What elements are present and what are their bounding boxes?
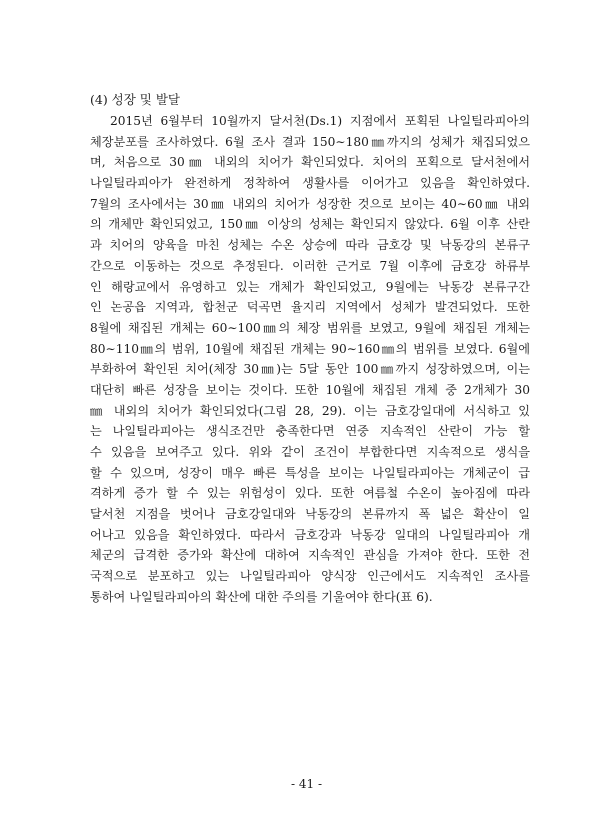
paragraph-line: 대단히 빠른 성장을 보이는 것이다. 또한 10월에 채집된 개체 중 2개체가 30 bbox=[90, 382, 530, 397]
paragraph-line: 체장분포를 조사하였다. 6월 조사 결과 150∼180㎜까지의 성체가 채집되었으 bbox=[90, 134, 530, 149]
paragraph-line: 8월에 채집된 개체는 60∼100㎜의 체장 범위를 보였고, 9월에 채집된 개체는 bbox=[90, 320, 530, 335]
paragraph-line: 국적으로 분포하고 있는 나일틸라피아 양식장 인근에서도 지속적인 조사를 bbox=[90, 569, 530, 584]
page-number: - 41 - bbox=[290, 777, 322, 791]
paragraph-line: 인 해랑교에서 유영하고 있는 개체가 확인되었고, 9월에는 낙동강 본류구간 bbox=[90, 279, 530, 294]
paragraph-line: 격하게 증가 할 수 있는 위험성이 있다. 또한 여름철 수온이 높아짐에 따라 bbox=[90, 486, 530, 501]
section-heading: (4) 성장 및 발달 bbox=[90, 92, 181, 107]
paragraph-line: 수 있음을 보여주고 있다. 위와 같이 조건이 부합한다면 지속적으로 생식을 bbox=[90, 445, 530, 459]
paragraph-line: 의 개체만 확인되었고, 150㎜ 이상의 성체는 확인되지 않았다. 6월 이후 산란 bbox=[90, 217, 530, 232]
paragraph-line: 80∼110㎜의 범위, 10월에 채집된 개체는 90∼160㎜의 범위를 보였다. 6월에 bbox=[90, 341, 530, 356]
body-paragraph bbox=[90, 111, 530, 608]
paragraph-line: ㎜ 내외의 치어가 확인되었다(그림 28, 29). 이는 금호강일대에 서식하고 있 bbox=[90, 403, 530, 418]
paragraph-line: 체군의 급격한 증가와 확산에 대하여 지속적인 관심을 가져야 한다. 또한 전 bbox=[90, 548, 530, 563]
paragraph-line: 7월의 조사에서는 30㎜ 내외의 치어가 성장한 것으로 보이는 40∼60㎜ 내외 bbox=[90, 196, 530, 211]
paragraph-line: 과 치어의 양육을 마친 성체는 수온 상승에 따라 금호강 및 낙동강의 본류구 bbox=[90, 238, 530, 253]
paragraph-line: 어나고 있음을 확인하였다. 따라서 금호강과 낙동강 일대의 나일틸라피아 개 bbox=[90, 527, 530, 542]
paragraph-line: 간으로 이동하는 것으로 추정된다. 이러한 근거로 7월 이후에 금호강 하류부 bbox=[90, 258, 530, 273]
paragraph-line: 며, 처음으로 30㎜ 내외의 치어가 확인되었다. 치어의 포획으로 달서천에서 bbox=[90, 155, 530, 170]
paragraph-line: 2015년 6월부터 10월까지 달서천(Ds.1) 지점에서 포획된 나일틸라피아의 bbox=[110, 114, 530, 128]
paragraph-line: 통하여 나일틸라피아의 확산에 대한 주의를 기울여야 한다(표 6). bbox=[90, 589, 433, 604]
paragraph-line: 부화하여 확인된 치어(체장 30㎜)는 5달 동안 100㎜까지 성장하였으며, 이는 bbox=[90, 362, 530, 377]
paragraph-line: 인 논공읍 지역과, 합천군 덕곡면 율지리 지역에서 성체가 발견되었다. 또한 bbox=[90, 300, 530, 315]
paragraph-line: 할 수 있으며, 성장이 매우 빠른 특성을 보이는 나일틸라피아는 개체군이 급 bbox=[90, 465, 530, 480]
paragraph-line: 나일틸라피아가 완전하게 정착하여 생활사를 이어가고 있음을 확인하였다. bbox=[90, 176, 530, 191]
paragraph-line: 는 나일틸라피아는 생식조건만 충족한다면 연중 지속적인 산란이 가능 할 bbox=[90, 424, 530, 439]
paragraph-line: 달서천 지점을 벗어나 금호강일대와 낙동강의 본류까지 폭 넓은 확산이 일 bbox=[90, 507, 530, 522]
